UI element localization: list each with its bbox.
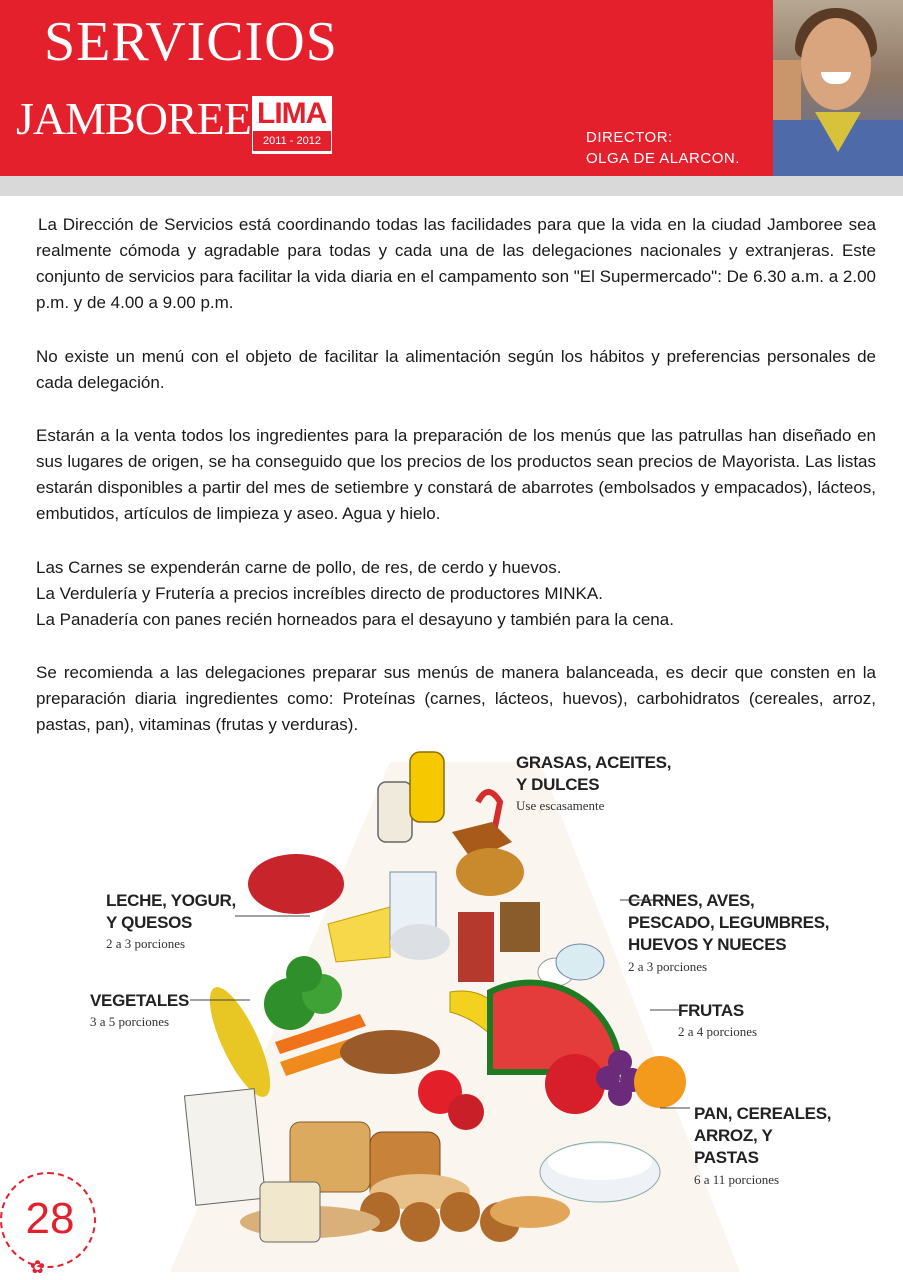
paragraph-shops (36, 555, 876, 633)
page-number-badge (0, 1172, 96, 1268)
director-label: DIRECTOR: (586, 129, 673, 146)
lima-years: 2011 - 2012 (253, 131, 331, 151)
logo-servicios: SERVICIOS (44, 11, 338, 73)
page-number: 28 (25, 1194, 75, 1243)
sub-fruits: 2 a 4 porciones (678, 1024, 758, 1039)
sub-meat: 2 a 3 porciones (628, 959, 708, 974)
label-grains: PAN, CEREALES, ARROZ, Y PASTAS (694, 1104, 832, 1167)
paragraph-ingredients: Estarán a la venta todos los ingredientes para la preparación de los menús que las patrullas han diseñado en sus lugares de origen, se ha conseguido que los precios de los productos sean precios de Mayorista. Las listas estarán disponibles a partir del mes de setiembre y constará de abarrotes (embolsados y empacados), lácteos, embutidos, artículos de limpieza y aseo. Agua y hielo. (36, 426, 876, 523)
header-strip (0, 176, 903, 196)
paragraph-recommendation: Se recomienda a las delegaciones preparar sus menús de manera balanceada, es decir que consten en la preparación diaria ingredientes como: Proteínas (carnes, lácteos, huevos), carbohidratos (cereales, arroz, pastas, pan), vitaminas (frutas y verduras). (36, 663, 876, 734)
shop-line-produce: La Verdulería y Frutería a precios increíbles directo de productores MINKA. (36, 584, 603, 603)
logo-jamboree: JAMBOREE (16, 93, 251, 144)
label-fruits: FRUTAS (678, 1001, 744, 1020)
sub-vegetables: 3 a 5 porciones (90, 1014, 170, 1029)
director-photo (773, 0, 903, 176)
sub-dairy: 2 a 3 porciones (106, 936, 186, 951)
label-fats: GRASAS, ACEITES, Y DULCES (516, 753, 672, 794)
knot-icon: ✿ (30, 1257, 46, 1277)
label-meat: CARNES, AVES, PESCADO, LEGUMBRES, HUEVOS Y NUECES (628, 891, 830, 954)
shop-line-meat: Las Carnes se expenderán carne de pollo, de res, de cerdo y huevos. (36, 558, 562, 577)
lima-logo (252, 96, 332, 154)
header-banner (0, 0, 773, 176)
sub-grains: 6 a 11 porciones (694, 1172, 780, 1187)
paragraph-intro: La Dirección de Servicios está coordinando todas las facilidades para que la vida en la ciudad Jamboree sea realmente cómoda y agradable para todas y cada una de las delegaciones nacionales y extranjeras. Este conjunto de servicios para facilitar la vida diaria en el campamento son "El Supermercado": De 6.30 a.m. a 2.00 p.m. y de 4.00 a 9.00 p.m. (36, 215, 876, 312)
shop-line-bakery: La Panadería con panes recién horneados para el desayuno y también para la cena. (36, 610, 674, 629)
lima-word: LIMA (257, 97, 327, 130)
sub-fats: Use escasamente (516, 798, 605, 813)
paragraph-menu: No existe un menú con el objeto de facilitar la alimentación según los hábitos y preferencias personales de cada delegación. (36, 347, 876, 392)
director-block (586, 127, 740, 169)
label-dairy: LECHE, YOGUR, Y QUESOS (106, 891, 236, 932)
label-vegetables: VEGETALES (90, 991, 190, 1010)
director-name: OLGA DE ALARCON. (586, 150, 740, 167)
